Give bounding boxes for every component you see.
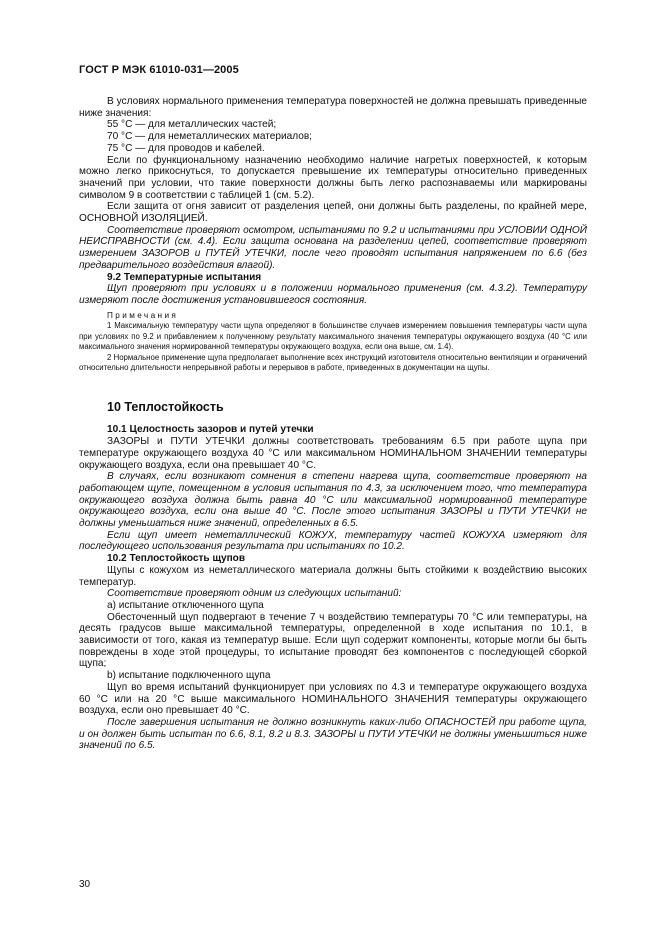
list-item: b) испытание подключенного щупа	[107, 670, 271, 682]
compliance-paragraph: Соответствие проверяют одним из следующих испытаний:	[107, 588, 402, 600]
note-2: 2 Нормальное применение щупа предполагает выполнение всех инструкций изготовителя относительно вентиляции и ограничений относительно длительности непрерывной работы и перерывов в работе, приведенных в документации на щупы.	[79, 352, 587, 372]
paragraph: В условиях нормального применения температура поверхностей не должна превышать приведенные ниже значения:	[79, 96, 587, 119]
note-1: 1 Максимальную температуру части щупа определяют в большинстве случаев измерением повышения температуры части щупа при условиях по 9.2 и прибавлением к полученному результату максимального значения температуры окружающего воздуха (40 °С или максимального значения нормированной температуры окружающего воздуха, если она выше, см. 1.4).	[79, 321, 587, 352]
page-number: 30	[79, 879, 91, 890]
compliance-paragraph: В случаях, если возникают сомнения в степени нагрева щупа, соответствие проверяют на работающем щупе, помещенном в условия испытания по 4.3, за исключением того, что температура окружающего воздуха должна быть равна 40 °С или максимальной нормированной температуре окружающего воздуха, если она выше 40 °С. После этого испытания ЗАЗОРЫ и ПУТИ УТЕЧКИ не должны уменьшаться ниже значений, определенных в 6.5.	[79, 471, 587, 530]
subsection-title-10-1: 10.1 Целостность зазоров и путей утечки	[107, 424, 314, 436]
paragraph: ЗАЗОРЫ и ПУТИ УТЕЧКИ должны соответствовать требованиям 6.5 при работе щупа при температуре окружающего воздуха 40 °С или максимальном НОМИНАЛЬНОМ ЗНАЧЕНИИ температуры окружающего воздуха, если она превышает 40 °С.	[79, 436, 587, 471]
paragraph: Щупы с кожухом из неметаллического материала должны быть стойкими к воздействию высоких температур.	[79, 564, 587, 588]
paragraph: Щуп во время испытаний функционирует при условиях по 4.3 и температуре окружающего воздуха 60 °С или на 20 °С выше максимального НОМИНАЛЬНОГО ЗНАЧЕНИЯ температуры окружающего воздуха, если оно превышает 40 °С.	[79, 681, 587, 717]
compliance-paragraph: После завершения испытания не должно возникнуть каких-либо ОПАСНОСТЕЙ при работе щупа, и он должен быть испытан по 6.6, 8.1, 8.2 и 8.3. ЗАЗОРЫ и ПУТИ УТЕЧКИ не должны уменьшиться ниже значений по 6.5.	[79, 716, 587, 752]
section-title-10: 10 Теплостойкость	[107, 400, 224, 415]
compliance-paragraph: Соответствие проверяют осмотром, испытаниями по 9.2 и испытаниями при УСЛОВИИ ОДНОЙ НЕИСПРАВНОСТИ (см. 4.4). Если защита основана на разделении цепей, соответствие проверяют измерением ЗАЗОРОВ и ПУТЕЙ УТЕЧКИ, после чего проводят испытания напряжением по 6.6 (без предварительного воздействия влагой).	[79, 224, 587, 271]
paragraph: Если по функциональному назначению необходимо наличие нагретых поверхностей, к которым можно легко прикоснуться, то допускается превышение их температуры относительно приведенных значений при условии, что такие поверхности должны быть легко распознаваемы или маркированы символом 9 в соответствии с таблицей 1 (см. 5.2).	[79, 154, 587, 201]
subsection-title-10-2: 10.2 Теплостойкость щупов	[107, 553, 246, 565]
compliance-paragraph: Если щуп имеет неметаллический КОЖУХ, температуру частей КОЖУХА измеряют для последующего использования результата при испытаниях по 10.2.	[79, 529, 587, 553]
document-body	[79, 96, 587, 752]
paragraph: Если защита от огня зависит от разделения цепей, они должны быть разделены, по крайней мере, ОСНОВНОЙ ИЗОЛЯЦИЕЙ.	[79, 201, 587, 225]
paragraph: Обесточенный щуп подвергают в течение 7 ч воздействию температуры 70 °С или температуры, на десять градусов выше максимальной температуры, определенной в ходе испытания по 10.1, в зависимости от того, какая из температур выше. Если щуп содержит компоненты, которые могли бы быть повреждены в ходе этой процедуры, то испытание проводят без компонентов с последующей сборкой щупа;	[79, 611, 587, 670]
list-item: 75 °С — для проводов и кабелей.	[107, 142, 265, 154]
compliance-paragraph: Щуп проверяют при условиях и в положении нормального применения (см. 4.3.2). Температуру измеряют после достижения установившегося состояния.	[79, 283, 587, 306]
list-item: 55 °С — для металлических частей;	[107, 119, 277, 131]
list-item: 70 °С — для неметаллических материалов;	[107, 131, 312, 143]
list-item: а) испытание отключенного щупа	[107, 599, 264, 611]
document-header: ГОСТ Р МЭК 61010-031—2005	[79, 64, 239, 76]
notes-heading: Примечания	[107, 310, 179, 320]
subsection-title-9-2: 9.2 Температурные испытания	[107, 271, 262, 283]
